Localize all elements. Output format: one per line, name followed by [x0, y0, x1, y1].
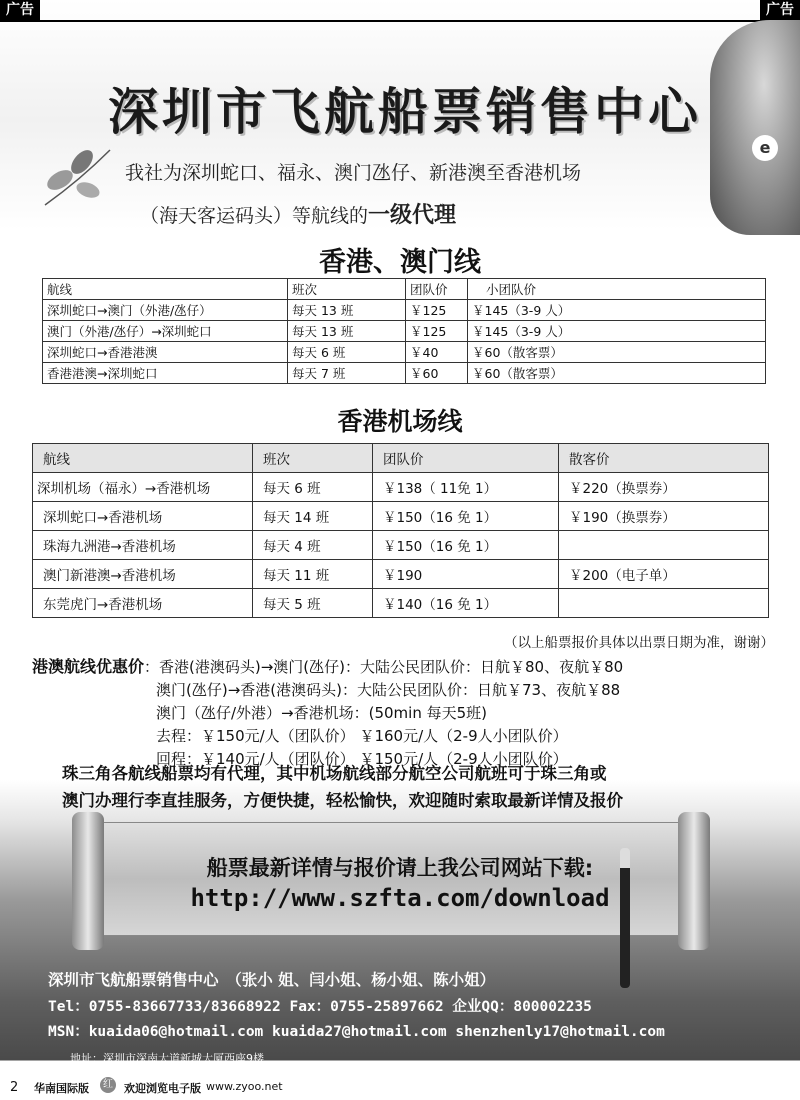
route-cell: 深圳蛇口→澳门（外港/氹仔） — [43, 300, 288, 321]
group-price-cell: ￥125 — [406, 321, 468, 342]
intro-line-2 — [140, 198, 456, 229]
header-cell: 散客价 — [559, 444, 769, 473]
table-header-row — [43, 279, 766, 300]
header-cell: 班次 — [253, 444, 373, 473]
small-group-price-cell: ￥60（散客票） — [468, 342, 766, 363]
intro-line-2-text: （海天客运码头）等航线的 — [140, 205, 369, 227]
scroll-roll-left — [72, 812, 104, 950]
route-cell: 澳门（外港/氹仔）→深圳蛇口 — [43, 321, 288, 342]
route-cell: 东莞虎门→香港机场 — [33, 589, 253, 618]
schedule-cell: 每天 11 班 — [253, 560, 373, 589]
schedule-cell: 每天 13 班 — [288, 321, 406, 342]
service-line-1: 珠三角各航线船票均有代理，其中机场航线部分航空公司航班可于珠三角或 — [62, 764, 607, 783]
route-cell: 深圳机场（福永）→香港机场 — [33, 473, 253, 502]
schedule-cell: 每天 7 班 — [288, 363, 406, 384]
contact-name-line: 深圳市飞航船票销售中心 （张小 姐、闫小姐、杨小姐、陈小姐） — [48, 971, 496, 989]
footer-url-link[interactable]: www.zyoo.net — [206, 1080, 283, 1093]
hk-macau-route-table — [42, 278, 766, 384]
schedule-cell: 每天 5 班 — [253, 589, 373, 618]
table-row — [43, 342, 766, 363]
route-cell: 深圳蛇口→香港港澳 — [43, 342, 288, 363]
header-cell: 团队价 — [373, 444, 559, 473]
promo-line: 澳门(氹仔)→香港(港澳码头)：大陆公民团队价：日航￥73、夜航￥88 — [156, 681, 621, 699]
scroll-roll-right — [678, 812, 710, 950]
small-group-price-cell: ￥145（3-9 人） — [468, 300, 766, 321]
intro-emphasis: 一级代理 — [368, 203, 457, 228]
table-row — [43, 300, 766, 321]
intro-line-1: 我社为深圳蛇口、福永、澳门氹仔、新港澳至香港机场 — [125, 162, 582, 184]
group-price-cell: ￥150（16 免 1） — [373, 502, 559, 531]
individual-price-cell — [559, 531, 769, 560]
individual-price-cell: ￥190（换票券） — [559, 502, 769, 531]
route-cell: 珠海九洲港→香港机场 — [33, 531, 253, 560]
edition-badge-icon: 红 — [100, 1077, 116, 1093]
page-title: 深圳市飞航船票销售中心 — [108, 82, 702, 141]
route-cell: 澳门新港澳→香港机场 — [33, 560, 253, 589]
download-url-link[interactable]: http://www.szfta.com/download — [190, 884, 610, 912]
group-price-cell: ￥138（ 11免 1） — [373, 473, 559, 502]
table-row — [33, 560, 769, 589]
header-cell: 班次 — [288, 279, 406, 300]
promo-line: 去程：￥150元/人（团队价） ￥160元/人（2-9人小团队价） — [156, 727, 568, 745]
page-number: 2 — [10, 1080, 19, 1095]
service-paragraph — [62, 760, 623, 814]
contact-msn-line: MSN：kuaida06@hotmail.com kuaida27@hotmail.com shenzhenly17@hotmail.com — [48, 1024, 665, 1040]
table-row — [43, 321, 766, 342]
welcome-text: 欢迎浏览电子版 — [124, 1082, 201, 1095]
schedule-cell: 每天 6 班 — [253, 473, 373, 502]
ad-tag-left: 广告 — [0, 0, 40, 20]
contact-phone-line: Tel：0755-83667733/83668922 Fax：0755-25897662 企业QQ：800002235 — [48, 999, 592, 1015]
ad-tag-right: 广告 — [760, 0, 800, 20]
small-group-price-cell: ￥145（3-9 人） — [468, 321, 766, 342]
table-row — [33, 473, 769, 502]
group-price-cell: ￥125 — [406, 300, 468, 321]
section-heading-airport: 香港机场线 — [337, 407, 463, 436]
shirt-logo: e — [752, 135, 778, 161]
promo-label: 港澳航线优惠价 — [32, 657, 145, 676]
individual-price-cell — [559, 589, 769, 618]
small-group-price-cell: ￥60（散客票） — [468, 363, 766, 384]
download-title: 船票最新详情与报价请上我公司网站下载: — [206, 856, 594, 880]
schedule-cell: 每天 13 班 — [288, 300, 406, 321]
header-cell: 航线 — [43, 279, 288, 300]
promo-prices — [32, 655, 623, 771]
route-cell: 香港港澳→深圳蛇口 — [43, 363, 288, 384]
table-header-row — [33, 444, 769, 473]
group-price-cell: ￥190 — [373, 560, 559, 589]
promo-line: 回程：￥140元/人（团队价） ￥150元/人（2-9人小团队价） — [156, 750, 568, 768]
individual-price-cell: ￥200（电子单） — [559, 560, 769, 589]
group-price-cell: ￥150（16 免 1） — [373, 531, 559, 560]
header-cell: 团队价 — [406, 279, 468, 300]
group-price-cell: ￥140（16 免 1） — [373, 589, 559, 618]
individual-price-cell: ￥220（换票券） — [559, 473, 769, 502]
header-cell: 航线 — [33, 444, 253, 473]
airport-route-table — [32, 443, 769, 618]
schedule-cell: 每天 4 班 — [253, 531, 373, 560]
group-price-cell: ￥60 — [406, 363, 468, 384]
table-row — [43, 363, 766, 384]
contact-address: 地址：深圳市深南大道新城大厦西座9楼 — [70, 1052, 264, 1065]
top-rule — [0, 20, 800, 22]
promo-line-text: ：香港(港澳码头)→澳门(氹仔)：大陆公民团队价：日航￥80、夜航￥80 — [144, 658, 624, 676]
promo-line — [32, 655, 623, 679]
edition-name: 华南国际版 — [34, 1082, 89, 1095]
leaves-illustration — [40, 140, 120, 210]
page-footer — [0, 1072, 800, 1100]
group-price-cell: ￥40 — [406, 342, 468, 363]
table-row — [33, 531, 769, 560]
table-row — [33, 502, 769, 531]
price-note: （以上船票报价具体以出票日期为准，谢谢） — [504, 635, 774, 651]
schedule-cell: 每天 6 班 — [288, 342, 406, 363]
table-row — [33, 589, 769, 618]
service-line-2: 澳门办理行李直挂服务，方便快捷，轻松愉快，欢迎随时索取最新详情及报价 — [62, 791, 623, 810]
route-cell: 深圳蛇口→香港机场 — [33, 502, 253, 531]
schedule-cell: 每天 14 班 — [253, 502, 373, 531]
section-heading-hk-macau: 香港、澳门线 — [319, 247, 481, 278]
promo-line: 澳门（氹仔/外港）→香港机场：(50min 每天5班) — [156, 704, 488, 722]
header-cell: 小团队价 — [468, 279, 766, 300]
